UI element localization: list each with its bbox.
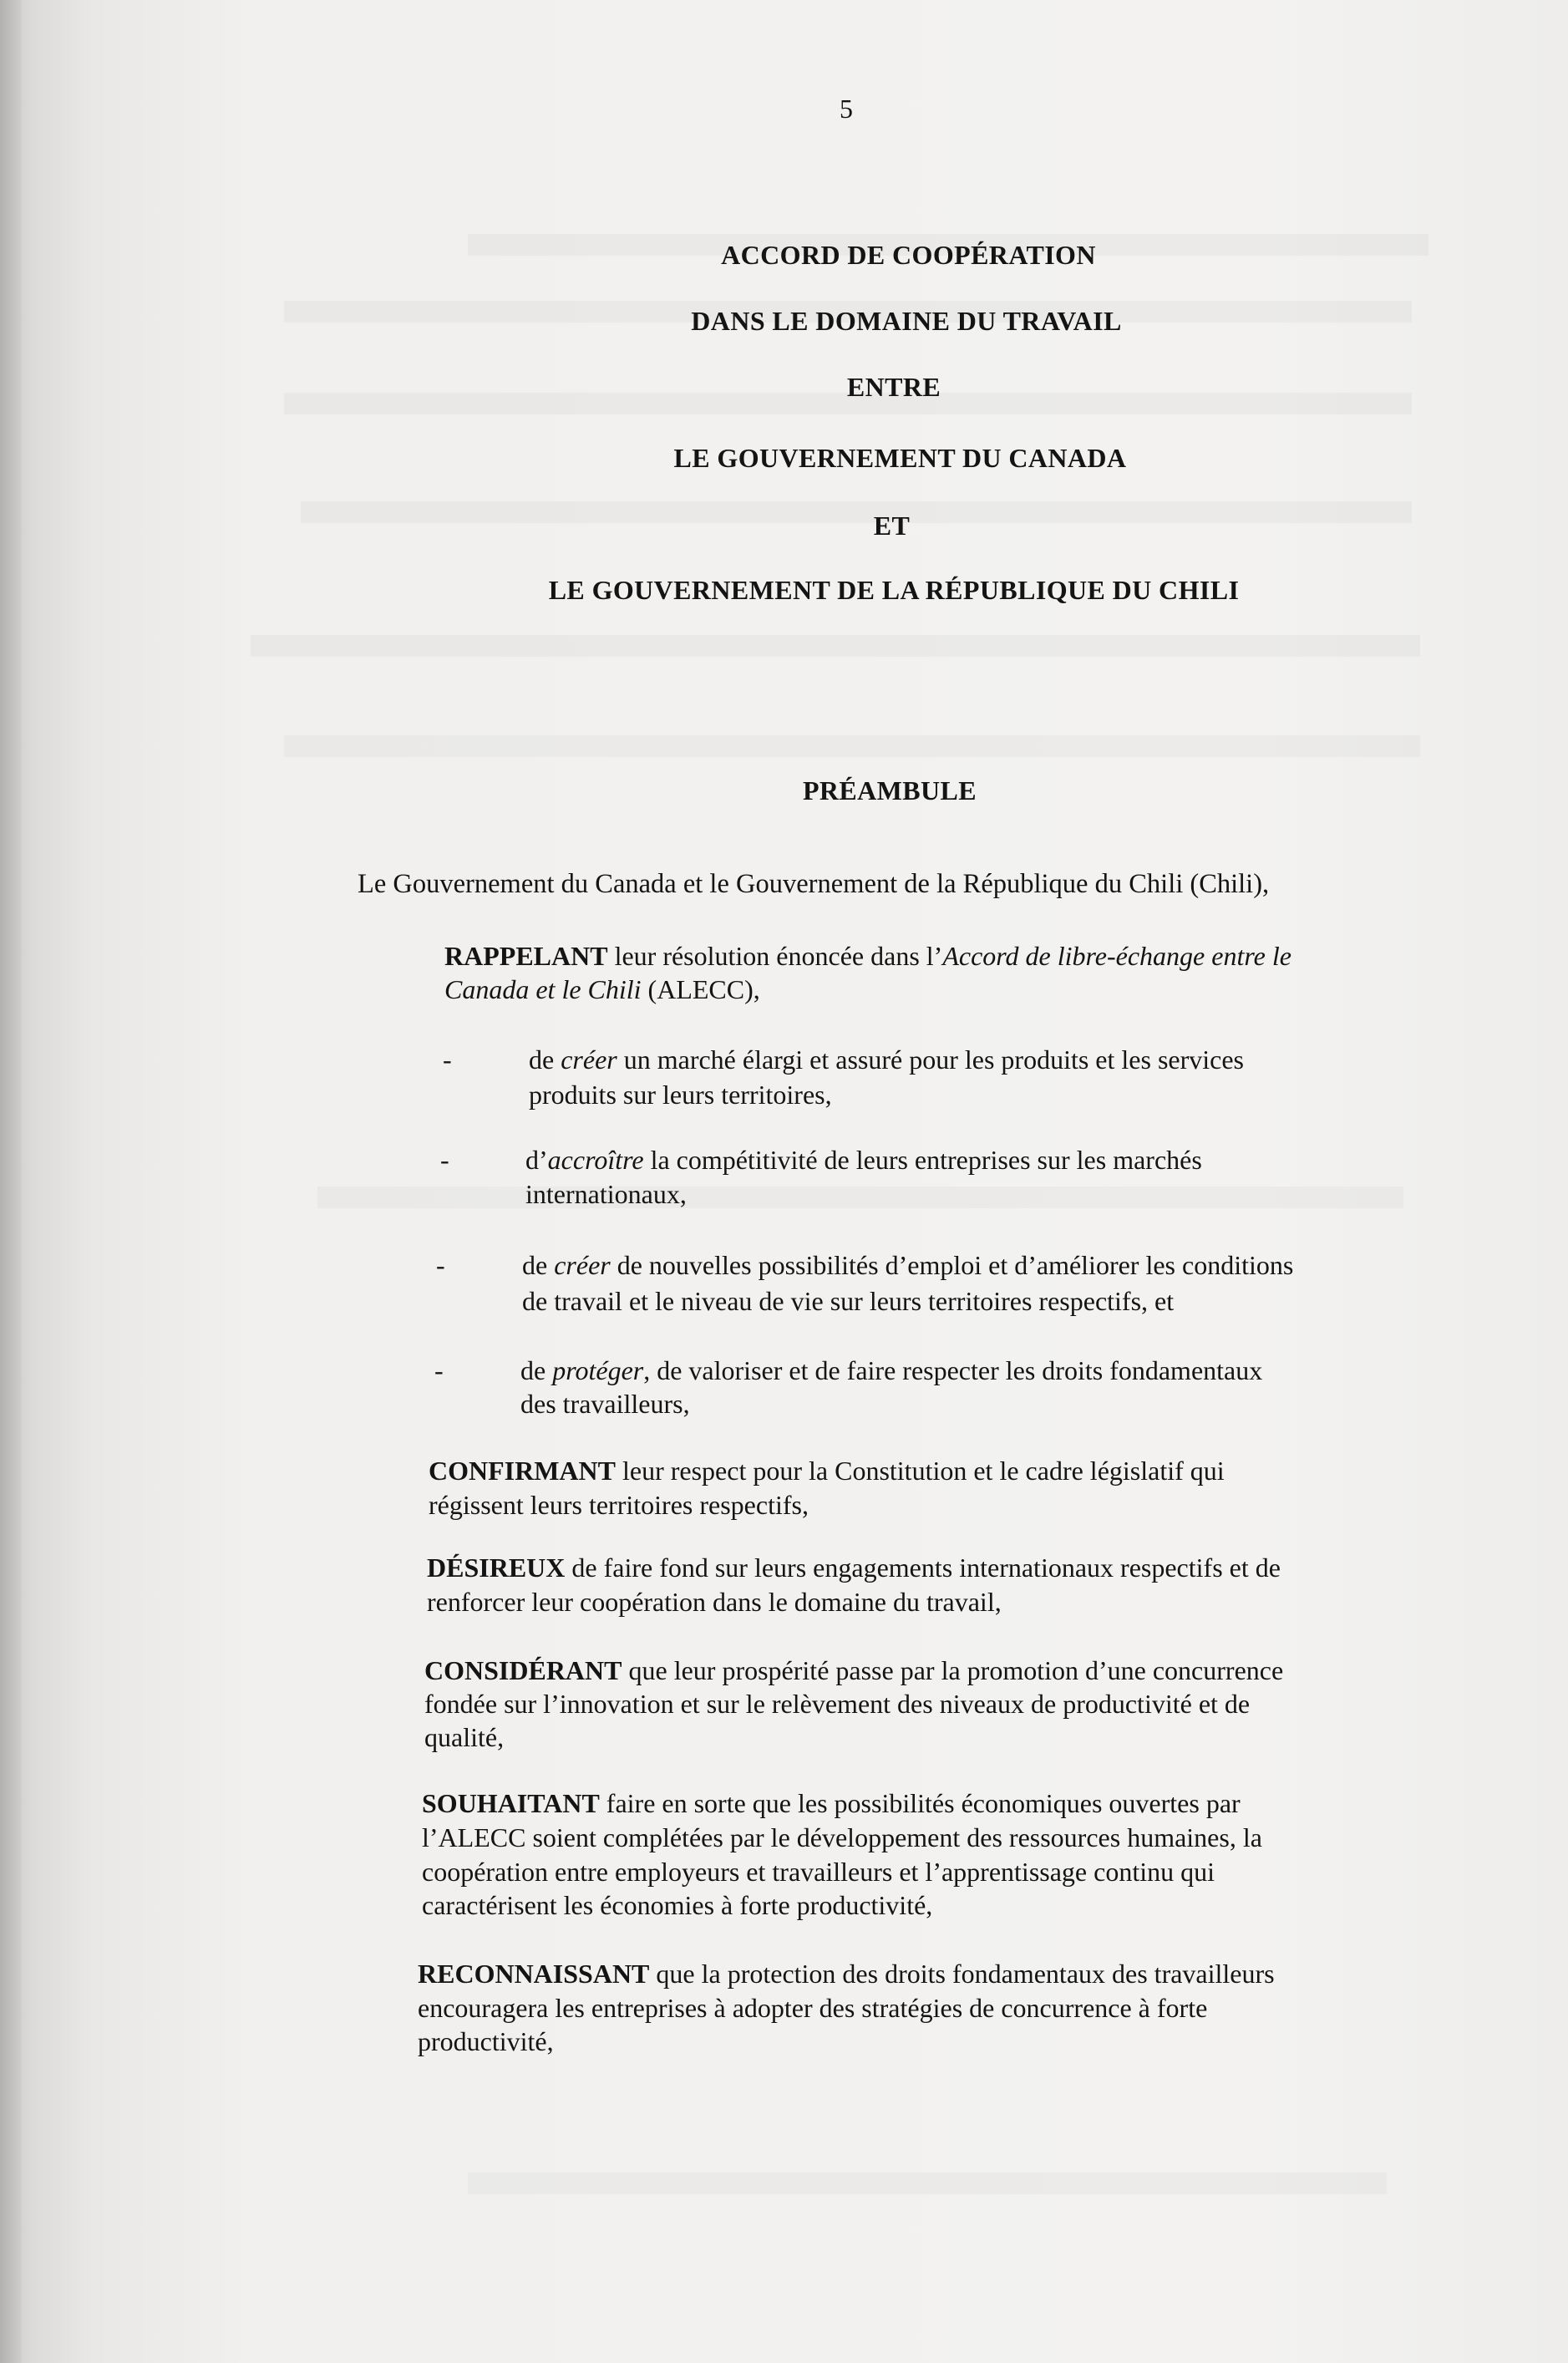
page-number: 5 (840, 94, 853, 124)
paragraph-keyword: CONFIRMANT (429, 1456, 616, 1486)
paragraph-keyword: RECONNAISSANT (418, 1959, 650, 1989)
title-line: DANS LE DOMAINE DU TRAVAIL (691, 306, 1122, 336)
document-page: 5 ACCORD DE COOPÉRATION DANS LE DOMAINE DU TRAVAIL ENTRE LE GOUVERNEMENT DU CANADA ET LE GOUVERNEMENT DE LA RÉPUBLIQUE DU CHILI PRÉAMBULE Le Gouvernement du Canada et le Gouvernement de la République du Chili (Chili), RAPPELANT leur résolution énoncée dans l’Accord de libre-échange entre le Canada et le Chili (ALECC), - de créer un marché élargi et assuré pour les produits et les services produits sur leurs territoires, - d’accroître la compétitivité de leurs entreprises sur les marchés internationaux, - de créer de nouvelles possibilités d’emploi et d’améliorer les conditions de travail et le niveau de vie sur leurs territoires respectifs, et - de protéger, de valoriser et de faire respecter les droits fondamentaux des travailleurs, CONFIRMANT leur respect pour la Constitution et le cadre législatif qui régissent leurs territoires respectifs, DÉSIREUX de faire fond sur leurs engagements internationaux respectifs et de renforcer leur coopération dans le domaine du travail, CONSIDÉRANT que leur prospérité passe par la promotion d’une concurrence fondée sur l’innovation et sur le relèvement des niveaux de productivité et de qualité, SOUHAITANT faire en sorte que les possibilités économiques ouvertes par l’ALECC soient complétées par le développement des ressources humaines, la coopération entre employeurs et travailleurs et l’apprentissage continu qui caractérisent les économies à forte productivité, RECONNAISSANT que la protection des droits fondamentaux des travailleurs encouragera les entreprises à adopter des stratégies de concurrence à forte productivité, (0, 0, 1568, 2363)
title-line: LE GOUVERNEMENT DE LA RÉPUBLIQUE DU CHILI (548, 575, 1240, 605)
paragraph-keyword: DÉSIREUX (427, 1552, 566, 1583)
title-line: ET (873, 511, 911, 541)
title-line: LE GOUVERNEMENT DU CANADA (673, 443, 1127, 473)
page-binding-edge (0, 0, 22, 2363)
title-line: ACCORD DE COOPÉRATION (721, 240, 1096, 270)
intro-paragraph: Le Gouvernement du Canada et le Gouvernement de la République du Chili (Chili), (358, 869, 1270, 899)
preamble-heading: PRÉAMBULE (802, 775, 977, 805)
title-line: ENTRE (846, 372, 941, 402)
paragraph-keyword: RAPPELANT (444, 941, 608, 971)
paragraph-keyword: CONSIDÉRANT (424, 1655, 622, 1685)
paragraph-keyword: SOUHAITANT (422, 1788, 600, 1818)
